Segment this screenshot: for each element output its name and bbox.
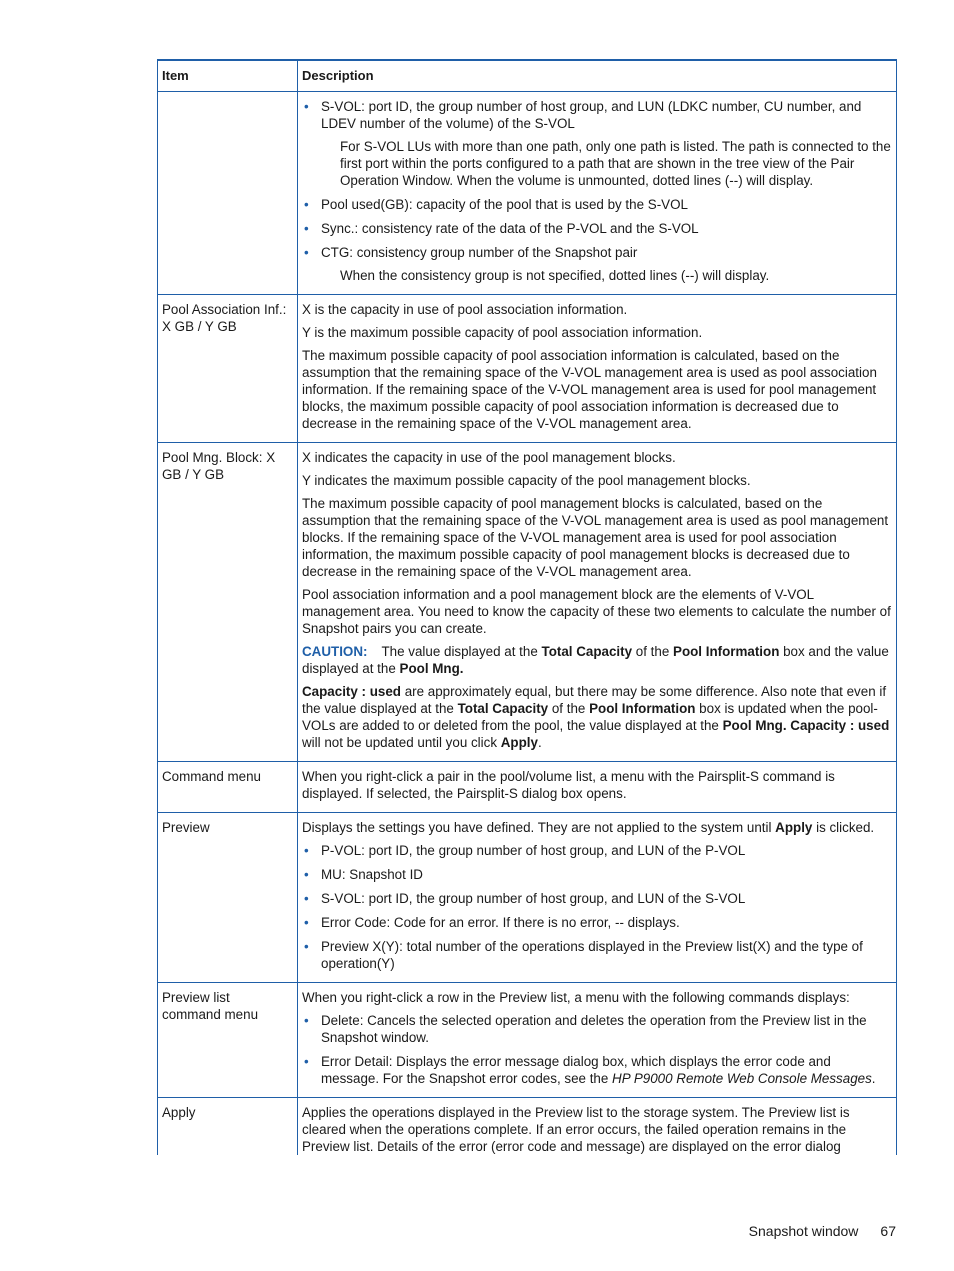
text-italic: HP P9000 Remote Web Console Messages — [612, 1071, 872, 1086]
row-item-cell: Apply — [158, 1098, 298, 1156]
text-run: is clicked. — [812, 820, 875, 835]
table-row — [158, 1098, 897, 1156]
row-description-cell — [298, 813, 897, 983]
row-item-cell: Command menu — [158, 762, 298, 813]
list-item: • Preview X(Y): total number of the operations displayed in the Preview list(X) and the type of operation(Y) — [302, 938, 891, 972]
page-footer — [749, 1223, 896, 1240]
text-run: are approximately equal, but there may be some difference. Also note that even if the value displayed at the — [302, 684, 887, 716]
list-item: • Pool used(GB): capacity of the pool that is used by the S-VOL — [302, 196, 891, 213]
paragraph — [302, 683, 891, 751]
row-item-cell: Preview — [158, 813, 298, 983]
page-number: 67 — [880, 1223, 896, 1239]
text-run: of the — [548, 701, 590, 716]
text-bold: Pool Mng. Capacity : used — [722, 718, 890, 733]
table-row — [158, 813, 897, 983]
row-item-cell: Pool Association Inf.: X GB / Y GB — [158, 295, 298, 443]
list-item: • Error Code: Code for an error. If there is no error, -- displays. — [302, 914, 891, 931]
text-bold: Total Capacity — [457, 701, 549, 716]
list-item-note: For S-VOL LUs with more than one path, only one path is listed. The path is connected to the first port within the ports configured to a path that are shown in the tree view of the Pair Operation Window. When the volume is unmounted, dotted lines (--) will display. — [340, 139, 891, 188]
list-item: • P-VOL: port ID, the group number of host group, and LUN of the P-VOL — [302, 842, 891, 859]
bullet-list — [302, 842, 891, 972]
text-bold: Pool Mng. — [399, 661, 464, 676]
text-run: . — [871, 1071, 876, 1086]
paragraph: Y is the maximum possible capacity of pool association information. — [302, 325, 703, 340]
text-run: . — [537, 735, 542, 750]
paragraph: The maximum possible capacity of pool association information is calculated, based on the assumption that the remaining space of the V-VOL management area is used as pool association information. If the remaining space of the V-VOL management area is used for pool management blocks, the maximum possible capacity of pool association information is decreased due to decrease in the remaining space of the V-VOL management area. — [302, 348, 877, 431]
paragraph: X is the capacity in use of pool association information. — [302, 302, 628, 317]
table-row — [158, 92, 897, 295]
text-bold: Pool Information — [589, 701, 696, 716]
paragraph: Applies the operations displayed in the Preview list to the storage system. The Preview list is cleared when the operations complete. If an error occurs, the failed operation remains in the Preview list. Details of the error (error code and message) are displayed on the error dialog — [302, 1105, 850, 1154]
list-item — [302, 1053, 891, 1087]
row-description-cell — [298, 762, 897, 813]
row-item-cell: Pool Mng. Block: X GB / Y GB — [158, 443, 298, 762]
caution-note — [302, 643, 891, 677]
text-run: box and the value displayed at the — [302, 644, 889, 676]
row-item-cell: Preview list command menu — [158, 983, 298, 1098]
list-item: • Delete: Cancels the selected operation and deletes the operation from the Preview list in the Snapshot window. — [302, 1012, 891, 1046]
bullet-list — [302, 1012, 891, 1087]
paragraph: X indicates the capacity in use of the pool management blocks. — [302, 450, 676, 465]
table-row — [158, 443, 897, 762]
row-description-cell — [298, 92, 897, 295]
list-item-text: S-VOL: port ID, the group number of host group, and LUN (LDKC number, CU number, and LDEV number of the volume) of the S-VOL — [321, 99, 862, 131]
list-item-text: CTG: consistency group number of the Snapshot pair — [321, 245, 638, 260]
row-description-cell — [298, 983, 897, 1098]
table-row — [158, 295, 897, 443]
paragraph — [302, 819, 891, 836]
header-description: Description — [298, 60, 897, 92]
paragraph: When you right-click a pair in the pool/volume list, a menu with the Pairsplit-S command is displayed. If selected, the Pairsplit-S dialog box opens. — [302, 769, 835, 801]
list-item: • Sync.: consistency rate of the data of the P-VOL and the S-VOL — [302, 220, 891, 237]
table-header-row — [158, 60, 897, 92]
list-item — [302, 244, 891, 284]
description-table — [157, 59, 897, 1155]
text-bold: Pool Information — [673, 644, 780, 659]
footer-section-title: Snapshot window — [748, 1223, 859, 1239]
row-description-cell — [298, 443, 897, 762]
row-item-cell — [158, 92, 298, 295]
bullet-list — [302, 98, 891, 284]
table-row — [158, 762, 897, 813]
text-bold: Capacity : used — [302, 684, 401, 699]
list-item: • MU: Snapshot ID — [302, 866, 891, 883]
text-run: of the — [632, 644, 674, 659]
paragraph: Y indicates the maximum possible capacity of the pool management blocks. — [302, 473, 751, 488]
text-bold: Apply — [775, 820, 813, 835]
text-bold: Apply — [500, 735, 538, 750]
text-run: Displays the settings you have defined. They are not applied to the system until — [302, 820, 776, 835]
row-description-cell — [298, 1098, 897, 1156]
text-run: box is updated when the pool-VOLs are added to or deleted from the pool, the value displayed at the — [302, 701, 878, 733]
text-bold: Total Capacity — [541, 644, 633, 659]
caution-label: CAUTION: — [302, 644, 368, 659]
paragraph: Pool association information and a pool management block are the elements of V-VOL management area. You need to know the capacity of these two elements to calculate the number of Snapshot pairs you can create. — [302, 587, 891, 636]
header-item: Item — [158, 60, 298, 92]
text-run: will not be updated until you click — [302, 735, 501, 750]
table-row — [158, 983, 897, 1098]
row-description-cell — [298, 295, 897, 443]
text-run: The value displayed at the — [381, 644, 542, 659]
paragraph: When you right-click a row in the Preview list, a menu with the following commands displays: — [302, 990, 850, 1005]
list-item-note: When the consistency group is not specified, dotted lines (--) will display. — [340, 268, 770, 283]
list-item — [302, 98, 891, 189]
paragraph: The maximum possible capacity of pool management blocks is calculated, based on the assumption that the remaining space of the V-VOL management area is used as pool management blocks. If the remaining space of the V-VOL management area is used for pool association information, the maximum possible capacity of pool management blocks is decreased due to decrease in the remaining space of the V-VOL management area. — [302, 496, 889, 579]
text-run: Error Detail: Displays the error message dialog box, which displays the error code and message. For the Snapshot error codes, see the — [321, 1054, 831, 1086]
list-item: • S-VOL: port ID, the group number of host group, and LUN of the S-VOL — [302, 890, 891, 907]
